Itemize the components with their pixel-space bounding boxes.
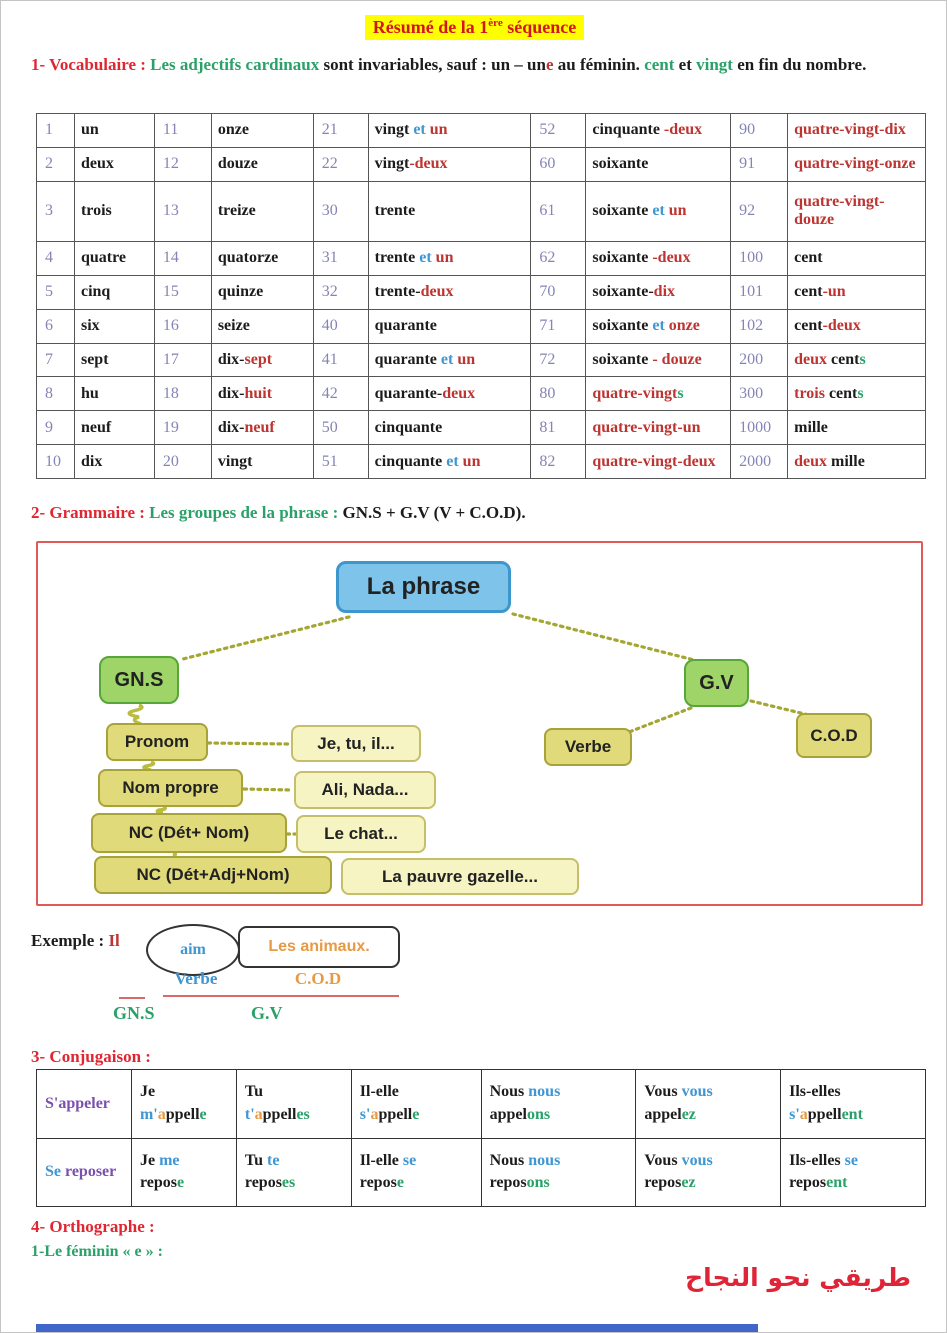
number-word: soixante et un	[586, 181, 731, 241]
diagram-node-nc-det-adj-nom: NC (Dét+Adj+Nom)	[94, 856, 332, 894]
conjugation-cell: Ils-elles se reposent	[781, 1138, 926, 1207]
number-word: douze	[211, 147, 313, 181]
number-word: soixante -deux	[586, 242, 731, 276]
number-word: quatre-vingt-dix	[788, 114, 926, 148]
number-value: 52	[531, 114, 586, 148]
number-value: 40	[313, 309, 368, 343]
number-row	[37, 411, 926, 445]
number-word: trente	[368, 181, 531, 241]
number-value: 72	[531, 343, 586, 377]
conjugation-cell: Il-elle se repose	[351, 1138, 481, 1207]
number-value: 70	[531, 275, 586, 309]
number-word: trente et un	[368, 242, 531, 276]
conjugation-cell: Se reposer	[37, 1138, 132, 1207]
number-word: soixante - douze	[586, 343, 731, 377]
feminin-subheading: 1-Le féminin « e » :	[31, 1243, 163, 1260]
number-word: sept	[74, 343, 154, 377]
diagram-node-nom-propre: Nom propre	[98, 769, 243, 807]
numbers-table	[36, 113, 926, 479]
number-word: cinq	[74, 275, 154, 309]
number-value: 4	[37, 242, 75, 276]
number-value: 42	[313, 377, 368, 411]
diagram-node-la-pauvre-gazelle: La pauvre gazelle...	[341, 858, 579, 895]
title-highlight: Résumé de la 1ère séquence	[365, 15, 584, 40]
number-word: cent-un	[788, 275, 926, 309]
number-word: trente-deux	[368, 275, 531, 309]
number-row	[37, 242, 926, 276]
number-row	[37, 377, 926, 411]
number-row	[37, 445, 926, 479]
gv-underline	[163, 995, 399, 997]
number-word: mille	[788, 411, 926, 445]
number-word: quatre-vingt-deux	[586, 445, 731, 479]
number-row	[37, 343, 926, 377]
number-row	[37, 309, 926, 343]
number-value: 16	[154, 309, 211, 343]
number-word: quatre-vingt-douze	[788, 181, 926, 241]
number-value: 300	[731, 377, 788, 411]
number-value: 92	[731, 181, 788, 241]
number-value: 62	[531, 242, 586, 276]
conjugation-row	[37, 1070, 926, 1139]
number-value: 7	[37, 343, 75, 377]
conjugaison-heading: 3- Conjugaison :	[31, 1047, 151, 1066]
number-value: 80	[531, 377, 586, 411]
number-value: 17	[154, 343, 211, 377]
number-word: trois	[74, 181, 154, 241]
number-word: deux cents	[788, 343, 926, 377]
gns-underline	[119, 997, 145, 999]
exemple-cod-box	[238, 926, 400, 968]
footer-blue-bar	[36, 1324, 758, 1333]
diagram-node-ali-nada: Ali, Nada...	[294, 771, 436, 809]
number-value: 82	[531, 445, 586, 479]
number-word: deux	[74, 147, 154, 181]
number-value: 41	[313, 343, 368, 377]
diagram-node-verbe: Verbe	[544, 728, 632, 766]
number-value: 60	[531, 147, 586, 181]
diagram-node-pronom: Pronom	[106, 723, 208, 761]
diagram-node-le-chat: Le chat...	[296, 815, 426, 853]
number-value: 200	[731, 343, 788, 377]
number-value: 6	[37, 309, 75, 343]
conjugation-cell: S'appeler	[37, 1070, 132, 1139]
number-word: quarante	[368, 309, 531, 343]
number-word: quatorze	[211, 242, 313, 276]
number-word: six	[74, 309, 154, 343]
number-word: quarante et un	[368, 343, 531, 377]
number-row	[37, 181, 926, 241]
number-word: cent-deux	[788, 309, 926, 343]
number-word: un	[74, 114, 154, 148]
number-value: 11	[154, 114, 211, 148]
diagram-node-cod: C.O.D	[796, 713, 872, 758]
conjugation-cell: Il-elle s'appelle	[351, 1070, 481, 1139]
number-word: seize	[211, 309, 313, 343]
number-value: 5	[37, 275, 75, 309]
exemple-label: Exemple : Il	[31, 931, 120, 950]
number-value: 101	[731, 275, 788, 309]
number-word: vingt et un	[368, 114, 531, 148]
footer-arabic-text: طريقي نحو النجاح	[685, 1263, 911, 1292]
number-value: 91	[731, 147, 788, 181]
number-value: 32	[313, 275, 368, 309]
conjugation-cell: Je m'appelle	[131, 1070, 236, 1139]
number-word: quatre	[74, 242, 154, 276]
exemple-verbe-label: Verbe	[174, 969, 218, 988]
number-value: 22	[313, 147, 368, 181]
conjugation-row	[37, 1138, 926, 1207]
exemple-cod-text: Les animaux.	[268, 938, 370, 955]
conjugation-cell: Nous nous reposons	[481, 1138, 636, 1207]
number-word: deux mille	[788, 445, 926, 479]
number-value: 81	[531, 411, 586, 445]
orthographe-heading: 4- Orthographe :	[31, 1217, 155, 1236]
number-value: 2000	[731, 445, 788, 479]
vocabulaire-paragraph: 1- Vocabulaire : Les adjectifs cardinaux sont invariables, sauf : un – une au féminin. cent et vingt en fin du nombre.	[31, 55, 867, 74]
conjugation-cell: Tu t'appelles	[236, 1070, 351, 1139]
number-word: soixante-dix	[586, 275, 731, 309]
number-word: quatre-vingt-onze	[788, 147, 926, 181]
diagram-node-la-phrase: La phrase	[336, 561, 511, 613]
page-title	[1, 15, 947, 40]
number-value: 100	[731, 242, 788, 276]
diagram-node-gv: G.V	[684, 659, 749, 707]
number-value: 2	[37, 147, 75, 181]
number-word: trois cents	[788, 377, 926, 411]
conjugation-table	[36, 1069, 926, 1207]
number-value: 13	[154, 181, 211, 241]
number-value: 3	[37, 181, 75, 241]
number-value: 19	[154, 411, 211, 445]
exemple-verb: aim	[180, 941, 206, 958]
conjugation-cell: Ils-elles s'appellent	[781, 1070, 926, 1139]
number-value: 102	[731, 309, 788, 343]
diagram-node-nc-det-nom: NC (Dét+ Nom)	[91, 813, 287, 853]
conjugation-cell: Nous nous appelons	[481, 1070, 636, 1139]
number-word: treize	[211, 181, 313, 241]
diagram-node-gns: GN.S	[99, 656, 179, 704]
number-value: 9	[37, 411, 75, 445]
number-word: vingt	[211, 445, 313, 479]
conjugation-cell: Je me repose	[131, 1138, 236, 1207]
number-row	[37, 114, 926, 148]
exemple-gns-label: GN.S	[113, 1003, 155, 1023]
number-word: dix-neuf	[211, 411, 313, 445]
number-word: quinze	[211, 275, 313, 309]
number-value: 15	[154, 275, 211, 309]
number-word: vingt-deux	[368, 147, 531, 181]
number-word: cinquante -deux	[586, 114, 731, 148]
number-word: onze	[211, 114, 313, 148]
exemple-gv-label: G.V	[251, 1003, 283, 1023]
number-value: 30	[313, 181, 368, 241]
diagram-node-je-tu-il: Je, tu, il...	[291, 725, 421, 762]
number-value: 50	[313, 411, 368, 445]
number-row	[37, 147, 926, 181]
number-word: soixante et onze	[586, 309, 731, 343]
number-word: dix-huit	[211, 377, 313, 411]
number-value: 10	[37, 445, 75, 479]
grammaire-heading: 2- Grammaire : Les groupes de la phrase : GN.S + G.V (V + C.O.D).	[31, 503, 526, 522]
number-word: quatre-vingts	[586, 377, 731, 411]
number-word: soixante	[586, 147, 731, 181]
number-value: 31	[313, 242, 368, 276]
number-word: dix	[74, 445, 154, 479]
number-word: cent	[788, 242, 926, 276]
number-word: cinquante	[368, 411, 531, 445]
number-word: neuf	[74, 411, 154, 445]
exemple-cod-label: C.O.D	[294, 969, 342, 988]
conjugation-cell: Vous vous reposez	[636, 1138, 781, 1207]
number-value: 61	[531, 181, 586, 241]
number-value: 8	[37, 377, 75, 411]
number-value: 71	[531, 309, 586, 343]
number-value: 18	[154, 377, 211, 411]
conjugation-cell: Tu te reposes	[236, 1138, 351, 1207]
number-word: quatre-vingt-un	[586, 411, 731, 445]
number-value: 90	[731, 114, 788, 148]
number-row	[37, 275, 926, 309]
number-word: hu	[74, 377, 154, 411]
number-word: quarante-deux	[368, 377, 531, 411]
number-word: cinquante et un	[368, 445, 531, 479]
number-value: 51	[313, 445, 368, 479]
number-word: dix-sept	[211, 343, 313, 377]
number-value: 12	[154, 147, 211, 181]
number-value: 1000	[731, 411, 788, 445]
number-value: 1	[37, 114, 75, 148]
number-value: 20	[154, 445, 211, 479]
conjugation-cell: Vous vous appelez	[636, 1070, 781, 1139]
number-value: 21	[313, 114, 368, 148]
number-value: 14	[154, 242, 211, 276]
